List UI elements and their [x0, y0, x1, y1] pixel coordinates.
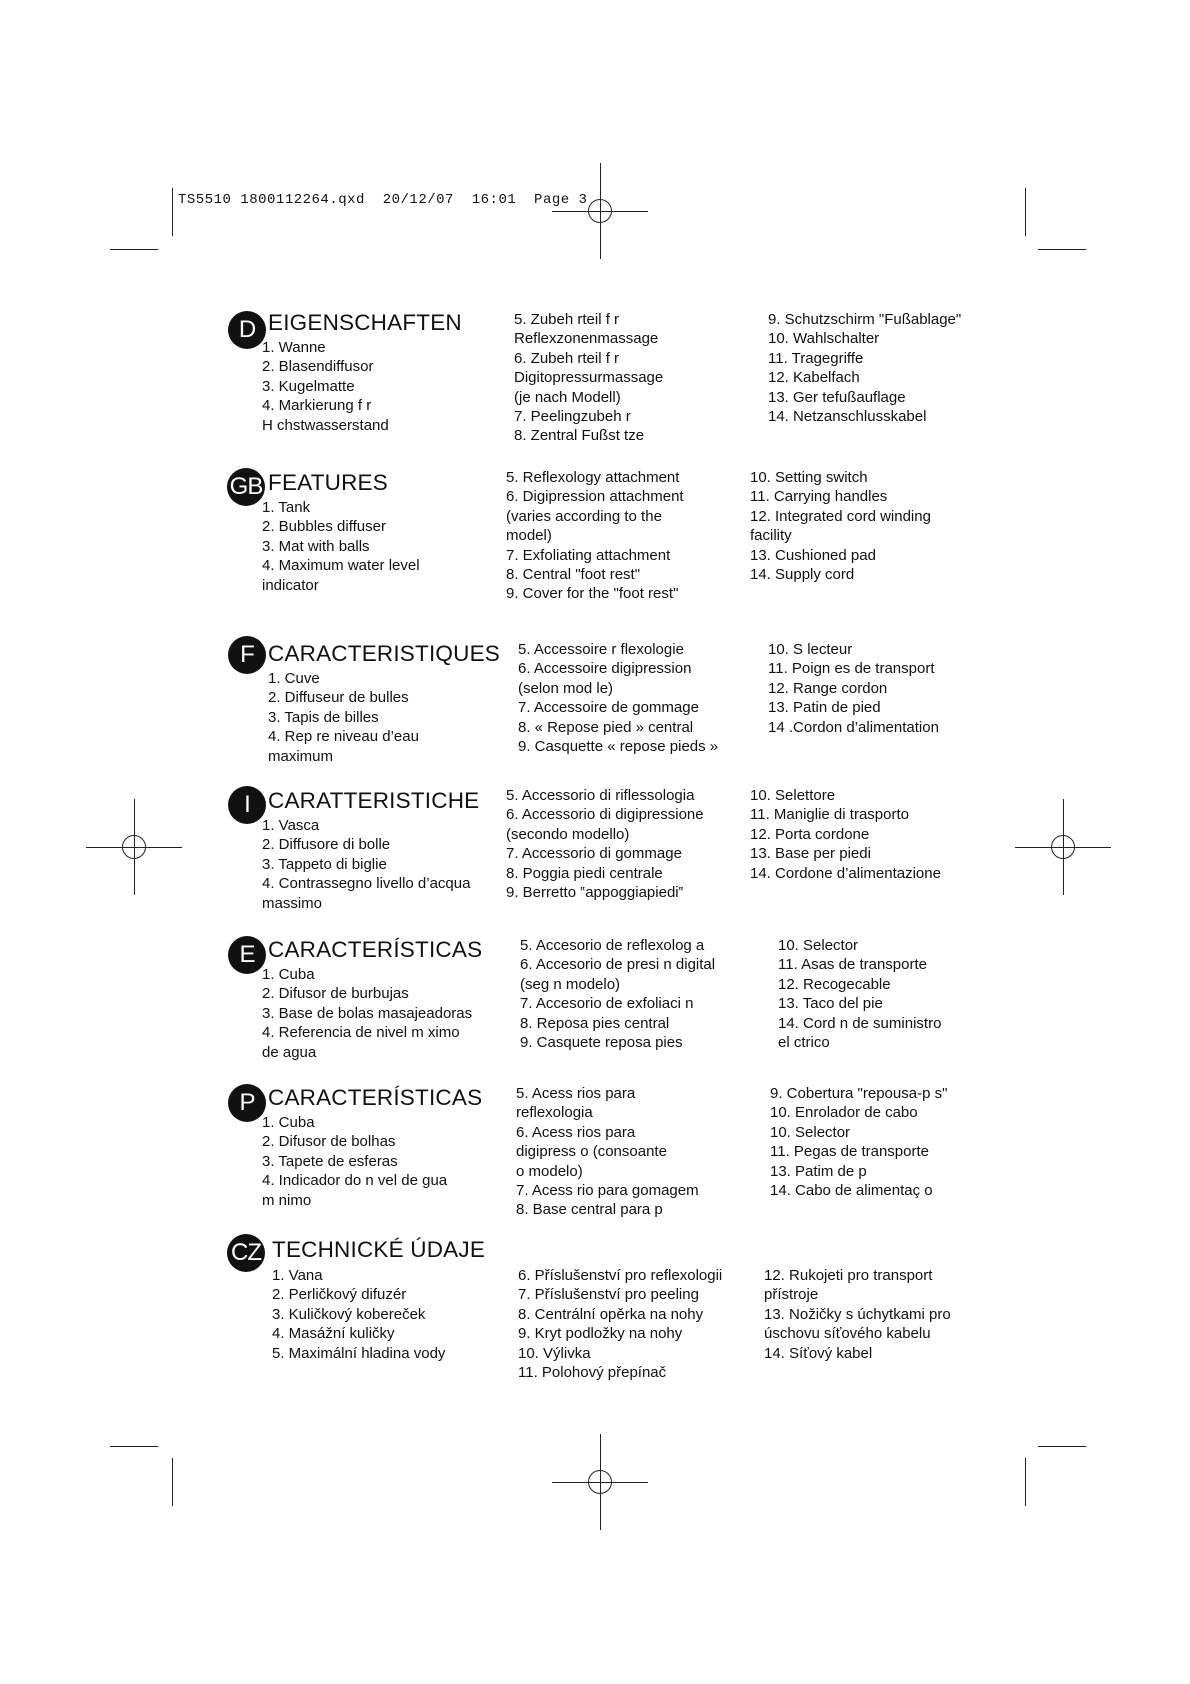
list-item: 12. Range cordon: [768, 679, 888, 697]
list-item: 4. Referencia de nivel m ximo: [262, 1024, 460, 1042]
list-item: de agua: [262, 1043, 317, 1061]
list-item: 4. Masážní kuličky: [272, 1325, 395, 1343]
language-badge: GB: [227, 468, 265, 506]
list-item: 5. Accessorio di riflessologia: [506, 787, 695, 804]
crop-mark: [1025, 1458, 1026, 1506]
list-item: 3. Kugelmatte: [262, 377, 355, 395]
list-item: 14. Síťový kabel: [764, 1344, 873, 1362]
list-item: 8. Reposa pies central: [520, 1014, 670, 1032]
list-item: o modelo): [516, 1162, 583, 1180]
list-item: 11. Poign es de transport: [768, 660, 935, 678]
list-item: 14. Supply cord: [750, 566, 855, 584]
list-item: 13. Nožičky s úchytkami pro: [764, 1305, 951, 1323]
list-item: 10. Selettore: [750, 787, 836, 804]
section-title: FEATURES: [268, 470, 388, 495]
list-item: massimo: [262, 894, 323, 912]
list-item: 6. Digipression attachment: [506, 488, 684, 506]
list-item: 2. Perličkový difuzér: [272, 1286, 407, 1304]
list-item: 10. Wahlschalter: [768, 330, 880, 348]
list-item: 1. Wanne: [262, 339, 326, 356]
list-item: 14. Cord n de suministro: [778, 1014, 942, 1032]
list-item: úschovu síťového kabelu: [764, 1325, 931, 1343]
list-item: 4. Rep re niveau d’eau: [268, 728, 419, 746]
section-title: TECHNICKÉ ÚDAJE: [272, 1237, 486, 1262]
list-item: 2. Difusor de bolhas: [262, 1133, 396, 1151]
feature-list-col1: [268, 669, 419, 766]
list-item: 3. Tapis de billes: [268, 708, 379, 726]
list-item: 1. Cuve: [268, 670, 320, 687]
feature-list-col1: [262, 498, 420, 595]
list-item: 7. Příslušenství pro peeling: [518, 1286, 699, 1304]
list-item: 7. Acess rio para gomagem: [516, 1182, 699, 1200]
list-item: 7. Accesorio de exfoliaci n: [520, 995, 694, 1013]
list-item: 9. Casquete reposa pies: [520, 1034, 683, 1052]
list-item: (seg n modelo): [520, 975, 621, 993]
section-title: CARACTERÍSTICAS: [268, 937, 483, 962]
list-item: 4. Indicador do n vel de gua: [262, 1172, 448, 1190]
feature-list-col3: [764, 1266, 951, 1363]
list-item: 10. Enrolador de cabo: [770, 1104, 918, 1122]
list-item: 9. Kryt podložky na nohy: [518, 1325, 683, 1343]
list-item: 5. Accessoire r flexologie: [518, 641, 684, 658]
feature-list-col2: [518, 640, 718, 756]
list-item: 12. Rukojeti pro transport: [764, 1267, 933, 1284]
list-item: 3. Tapete de esferas: [262, 1152, 398, 1170]
feature-list-col1: [262, 338, 389, 435]
list-item: 5. Maximální hladina vody: [272, 1344, 446, 1362]
list-item: 1. Cuba: [262, 966, 315, 983]
list-item: 1. Cuba: [262, 1114, 315, 1131]
feature-list-col1: [272, 1266, 445, 1363]
section-title: CARACTERÍSTICAS: [268, 1085, 483, 1110]
feature-list-col3: [750, 468, 931, 584]
list-item: 8. Poggia piedi centrale: [506, 864, 663, 882]
list-item: 13. Patim de p: [770, 1162, 867, 1180]
list-item: digipress o (consoante: [516, 1143, 667, 1161]
list-item: 9. Schutzschirm "Fußablage": [768, 311, 962, 328]
list-item: (secondo modello): [506, 825, 630, 843]
feature-list-col2: [516, 1084, 699, 1220]
list-item: 13. Taco del pie: [778, 995, 883, 1013]
section-title: EIGENSCHAFTEN: [268, 310, 462, 335]
list-item: 13. Ger tefußauflage: [768, 388, 906, 406]
list-item: m nimo: [262, 1191, 312, 1209]
list-item: 11. Maniglie di trasporto: [750, 806, 909, 824]
crop-mark: [172, 188, 173, 236]
list-item: model): [506, 527, 552, 545]
list-item: 12. Porta cordone: [750, 825, 870, 843]
language-badge: P: [228, 1084, 266, 1122]
feature-list-col1: [262, 816, 470, 913]
crop-mark: [110, 249, 158, 250]
list-item: 6. Accesorio de presi n digital: [520, 956, 716, 974]
list-item: 13. Base per piedi: [750, 845, 871, 863]
list-item: 5. Zubeh rteil f r: [514, 311, 620, 328]
section-title: CARACTERISTIQUES: [268, 641, 500, 666]
feature-list-col2: [514, 310, 663, 446]
feature-list-col3: [778, 936, 941, 1052]
list-item: 10. Setting switch: [750, 469, 868, 486]
list-item: 2. Difusor de burbujas: [262, 985, 409, 1003]
list-item: 9. Cover for the "foot rest": [506, 585, 679, 603]
list-item: 2. Blasendiffusor: [262, 358, 374, 376]
crop-mark: [172, 1458, 173, 1506]
list-item: 6. Zubeh rteil f r: [514, 349, 620, 367]
list-item: 6. Accessorio di digipressione: [506, 806, 704, 824]
list-item: 7. Accessorio di gommage: [506, 845, 682, 863]
list-item: 10. Selector: [770, 1123, 851, 1141]
list-item: 1. Tank: [262, 499, 311, 516]
crop-mark: [1038, 249, 1086, 250]
list-item: 11. Tragegriffe: [768, 349, 864, 367]
feature-list-col2: [518, 1266, 722, 1382]
list-item: 8. « Repose pied » central: [518, 718, 694, 736]
list-item: 8. Zentral Fußst tze: [514, 427, 645, 445]
list-item: 4. Contrassegno livello d’acqua: [262, 875, 471, 893]
list-item: 8. Base central para p: [516, 1201, 663, 1219]
feature-list-col2: [520, 936, 715, 1052]
list-item: 14 .Cordon d’alimentation: [768, 718, 939, 736]
list-item: (je nach Modell): [514, 388, 621, 406]
language-badge: CZ: [227, 1234, 265, 1272]
list-item: Digitopressurmassage: [514, 369, 664, 387]
printer-slug: TS5510 1800112264.qxd 20/12/07 16:01 Page 3: [178, 192, 588, 208]
list-item: 14. Netzanschlusskabel: [768, 408, 927, 426]
list-item: 7. Peelingzubeh r: [514, 408, 631, 426]
list-item: 6. Příslušenství pro reflexologii: [518, 1267, 723, 1284]
list-item: 10. S lecteur: [768, 641, 853, 658]
feature-list-col3: [768, 310, 961, 426]
list-item: 10. Výlivka: [518, 1344, 591, 1362]
list-item: přístroje: [764, 1286, 819, 1304]
list-item: 9. Berretto ‟appoggiapiedi‟: [506, 884, 684, 902]
list-item: 1. Vasca: [262, 817, 320, 834]
list-item: (varies according to the: [506, 507, 662, 525]
list-item: reflexologia: [516, 1104, 593, 1122]
list-item: 7. Accessoire de gommage: [518, 699, 699, 717]
list-item: 7. Exfoliating attachment: [506, 546, 671, 564]
list-item: 8. Central "foot rest": [506, 566, 641, 584]
list-item: 5. Reflexology attachment: [506, 469, 680, 486]
list-item: 11. Carrying handles: [750, 488, 888, 506]
language-badge: E: [228, 936, 266, 974]
list-item: 12. Recogecable: [778, 975, 891, 993]
list-item: maximum: [268, 747, 334, 765]
list-item: 5. Accesorio de reflexolog a: [520, 937, 705, 954]
list-item: 2. Diffuseur de bulles: [268, 689, 409, 707]
language-badge: I: [228, 786, 266, 824]
crop-mark: [110, 1446, 158, 1447]
list-item: 9. Casquette « repose pieds »: [518, 738, 719, 756]
language-badge: D: [228, 311, 266, 349]
list-item: 13. Patin de pied: [768, 699, 881, 717]
feature-list-col3: [768, 640, 939, 737]
list-item: 10. Selector: [778, 937, 859, 954]
list-item: 8. Centrální opěrka na nohy: [518, 1305, 704, 1323]
list-item: 14. Cordone d’alimentazione: [750, 864, 941, 882]
list-item: Reflexzonenmassage: [514, 330, 659, 348]
list-item: 12. Integrated cord winding: [750, 507, 931, 525]
list-item: 11. Asas de transporte: [778, 956, 927, 974]
list-item: H chstwasserstand: [262, 416, 389, 434]
feature-list-col2: [506, 786, 704, 902]
list-item: indicator: [262, 576, 319, 594]
crop-mark: [1038, 1446, 1086, 1447]
list-item: facility: [750, 527, 792, 545]
list-item: el ctrico: [778, 1034, 830, 1052]
list-item: 14. Cabo de alimentaç o: [770, 1182, 933, 1200]
list-item: 3. Kuličkový kobereček: [272, 1305, 426, 1323]
list-item: 11. Pegas de transporte: [770, 1143, 929, 1161]
list-item: 6. Accessoire digipression: [518, 660, 692, 678]
section-title: CARATTERISTICHE: [268, 788, 480, 813]
list-item: 3. Mat with balls: [262, 537, 370, 555]
list-item: 2. Diffusore di bolle: [262, 836, 391, 854]
list-item: 3. Tappeto di biglie: [262, 855, 387, 873]
list-item: 3. Base de bolas masajeadoras: [262, 1004, 473, 1022]
crop-mark: [1025, 188, 1026, 236]
list-item: 6. Acess rios para: [516, 1123, 636, 1141]
list-item: 1. Vana: [272, 1267, 323, 1284]
list-item: 13. Cushioned pad: [750, 546, 876, 564]
list-item: 4. Maximum water level: [262, 557, 420, 575]
list-item: 12. Kabelfach: [768, 369, 860, 387]
list-item: (selon mod le): [518, 679, 614, 697]
language-badge: F: [228, 636, 266, 674]
list-item: 5. Acess rios para: [516, 1085, 636, 1102]
list-item: 2. Bubbles diffuser: [262, 518, 386, 536]
list-item: 4. Markierung f r: [262, 397, 372, 415]
feature-list-col3: [770, 1084, 947, 1200]
feature-list-col2: [506, 468, 684, 604]
feature-list-col3: [750, 786, 941, 883]
feature-list-col1: [262, 1113, 447, 1210]
list-item: 11. Polohový přepínač: [518, 1364, 667, 1382]
list-item: 9. Cobertura "repousa-p s": [770, 1085, 948, 1102]
feature-list-col1: [262, 965, 472, 1062]
